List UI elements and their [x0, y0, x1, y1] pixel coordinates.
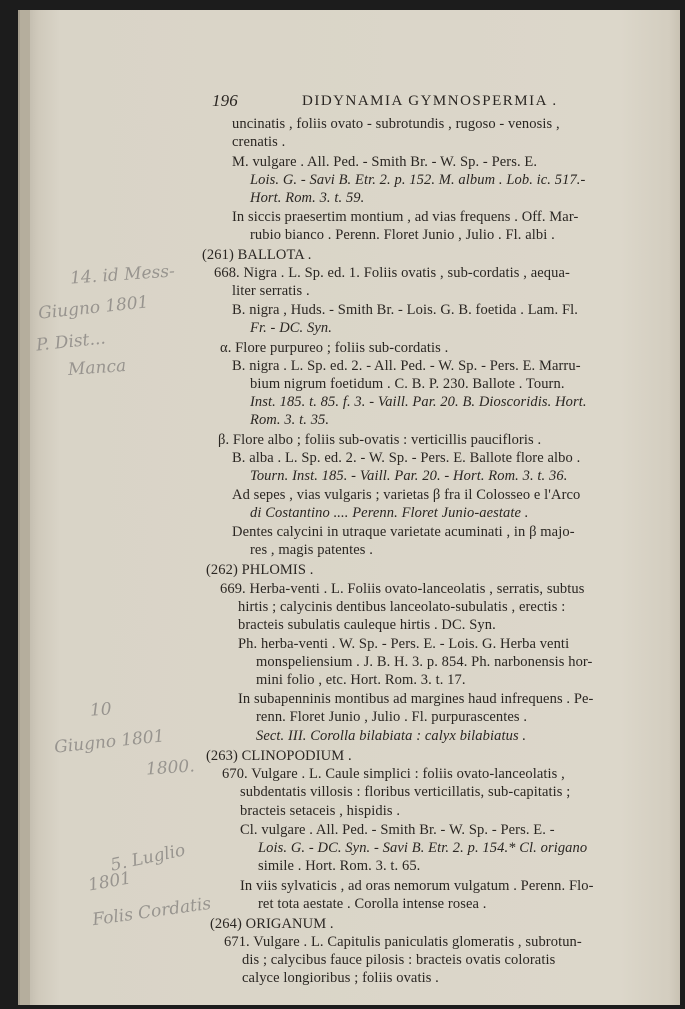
running-head: DIDYNAMIA GYMNOSPERMIA .: [302, 93, 558, 109]
marginal-note: 1800.: [145, 756, 196, 780]
text-line: B. nigra , Huds. - Smith Br. - Lois. G. B. foetida . Lam. Fl.: [232, 302, 579, 318]
text-line: In siccis praesertim montium , ad vias frequens . Off. Mar-: [232, 209, 579, 225]
text-line: Lois. G. - DC. Syn. - Savi B. Etr. 2. p. 154.* Cl. origano: [258, 840, 588, 856]
book-page: [18, 10, 680, 1005]
marginal-note: 10: [89, 699, 113, 721]
marginal-note: 1801: [86, 868, 133, 896]
species-entry: 670. Vulgare . L. Caule simplici : foliis ovato-lanceolatis ,: [222, 766, 565, 782]
genus-heading: (263) CLINOPODIUM .: [206, 748, 352, 764]
text-line: di Costantino .... Perenn. Floret Junio-aestate .: [250, 505, 529, 521]
text-line: bracteis setaceis , hispidis .: [240, 803, 401, 819]
text-line: liter serratis .: [232, 283, 310, 299]
text-line: Lois. G. - Savi B. Etr. 2. p. 152. M. album . Lob. ic. 517.-: [250, 172, 586, 188]
page-gutter: [20, 10, 30, 1005]
text-line: simile . Hort. Rom. 3. t. 65.: [258, 858, 421, 874]
marginal-note: 5. Luglio: [108, 840, 188, 876]
text-line: Ph. herba-venti . W. Sp. - Pers. E. - Lois. G. Herba venti: [238, 636, 570, 652]
text-line: calyce longioribus ; foliis ovatis .: [242, 970, 439, 986]
text-line: dis ; calycibus fauce pilosis : bracteis ovatis coloratis: [242, 952, 556, 968]
species-entry: 668. Nigra . L. Sp. ed. 1. Foliis ovatis , sub-cordatis , aequa-: [214, 265, 570, 281]
marginal-note: Giugno 1801: [53, 726, 166, 758]
marginal-note: Manca: [67, 355, 127, 381]
text-line: Inst. 185. t. 85. f. 3. - Vaill. Par. 20. B. Dioscoridis. Hort.: [250, 394, 587, 410]
species-entry: 671. Vulgare . L. Capitulis paniculatis glomeratis , subrotun-: [224, 934, 582, 950]
genus-heading: (264) ORIGANUM .: [210, 916, 334, 932]
text-line: In subapenninis montibus ad margines haud infrequens . Pe-: [238, 691, 594, 707]
text-line: mini folio , etc. Hort. Rom. 3. t. 17.: [256, 672, 466, 688]
text-line: Dentes calycini in utraque varietate acuminati , in β majo-: [232, 524, 575, 540]
text-line: Fr. - DC. Syn.: [250, 320, 332, 336]
marginal-note: P. Dist...: [35, 328, 107, 356]
text-line: Ad sepes , vias vulgaris ; varietas β fra il Colosseo e l'Arco: [232, 487, 581, 503]
genus-heading: (262) PHLOMIS .: [206, 562, 314, 578]
text-line: hirtis ; calycinis dentibus lanceolato-subulatis , erectis :: [238, 599, 566, 615]
text-line: rubio bianco . Perenn. Floret Junio , Julio . Fl. albi .: [250, 227, 555, 243]
text-line: res , magis patentes .: [250, 542, 374, 558]
text-line: B. alba . L. Sp. ed. 2. - W. Sp. - Pers. E. Ballote flore albo .: [232, 450, 581, 466]
text-line: Hort. Rom. 3. t. 59.: [250, 190, 365, 206]
text-line: subdentatis villosis : floribus verticillatis, sub-capitatis ;: [240, 784, 571, 800]
text-line: In viis sylvaticis , ad oras nemorum vulgatum . Perenn. Flo-: [240, 878, 594, 894]
text-line: B. nigra . L. Sp. ed. 2. - All. Ped. - W. Sp. - Pers. E. Marru-: [232, 358, 581, 374]
text-line: crenatis .: [232, 134, 286, 150]
section-heading: Sect. III. Corolla bilabiata : calyx bilabiatus .: [256, 728, 527, 744]
marginal-note: Folis Cordatis: [91, 893, 213, 931]
text-line: β. Flore albo ; foliis sub-ovatis : verticillis paucifloris .: [218, 432, 542, 448]
text-line: ret tota aestate . Corolla intense rosea .: [258, 896, 487, 912]
text-line: Cl. vulgare . All. Ped. - Smith Br. - W. Sp. - Pers. E. -: [240, 822, 555, 838]
text-line: α. Flore purpureo ; foliis sub-cordatis .: [220, 340, 449, 356]
text-line: bracteis subulatis cauleque hirtis . DC. Syn.: [238, 617, 496, 633]
text-line: renn. Floret Junio , Julio . Fl. purpurascentes .: [256, 709, 528, 725]
page-number: 196: [212, 91, 238, 110]
marginal-note: Giugno 1801: [37, 292, 150, 324]
marginal-note: 14. id Mess-: [69, 261, 176, 289]
text-line: M. vulgare . All. Ped. - Smith Br. - W. Sp. - Pers. E.: [232, 154, 538, 170]
text-line: Rom. 3. t. 35.: [250, 412, 330, 428]
text-line: bium nigrum foetidum . C. B. P. 230. Ballote . Tourn.: [250, 376, 565, 392]
text-line: Tourn. Inst. 185. - Vaill. Par. 20. - Hort. Rom. 3. t. 36.: [250, 468, 568, 484]
text-line: uncinatis , foliis ovato - subrotundis , rugoso - venosis ,: [232, 116, 560, 132]
species-entry: 669. Herba-venti . L. Foliis ovato-lanceolatis , serratis, subtus: [220, 581, 585, 597]
text-line: monspeliensium . J. B. H. 3. p. 854. Ph. narbonensis hor-: [256, 654, 593, 670]
genus-heading: (261) BALLOTA .: [202, 247, 312, 263]
